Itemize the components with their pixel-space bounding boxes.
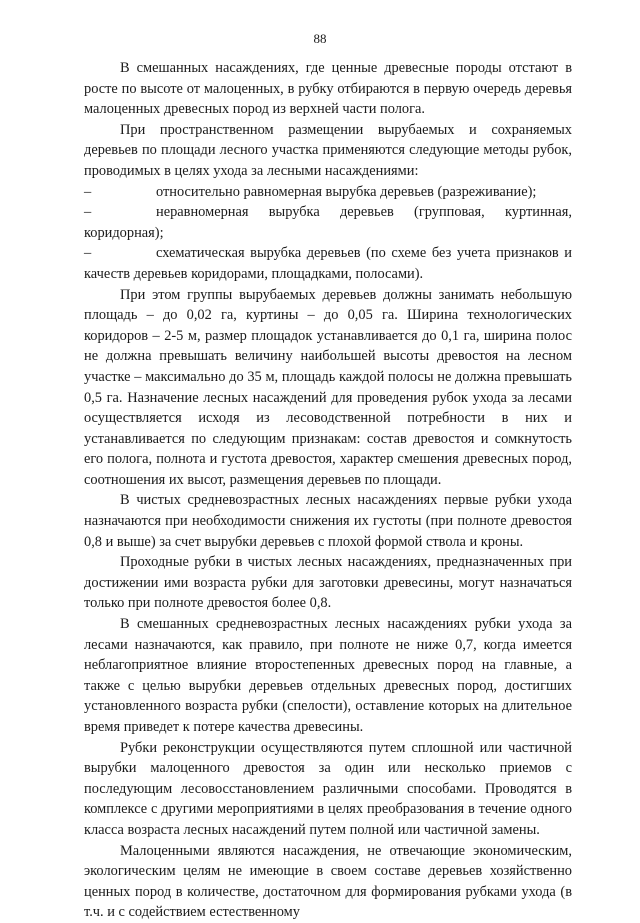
paragraph-2: При пространственном размещении вырубаемых и сохраняемых деревьев по площади лесного участка применяются следующие методы рубок, проводимых в целях ухода за лесными насаждениями:: [84, 121, 572, 179]
paragraph-3: При этом группы вырубаемых деревьев должны занимать небольшую площадь – до 0,02 га, куртины – до 0,05 га. Ширина технологических коридоров – 2-5 м, размер площадок устанавливается до 0,1 га, ширина полос не должна превышать величину наибольшей высоты древостоя на лесном участке – максимально до 35 м, площадь каждой полосы не должна превышать 0,5 га. Назначение лесных насаждений для проведения рубок ухода за лесами осуществляется исходя из лесоводственной потребности в них и устанавливается по следующим признакам: состав древостоя и сомкнутость его полога, полнота и густота древостоя, характер смешения древесных пород, соотношения их высот, размещения деревьев по площади.: [84, 286, 572, 488]
dash-bullet: –: [84, 204, 92, 221]
paragraph-6: В смешанных средневозрастных лесных насаждениях рубки ухода за лесами назначаются, как правило, при полноте не ниже 0,7, когда имеется неблагоприятное влияние второстепенных древесных пород на главные, а также с целью вырубки деревьев отдельных древесных пород, достигших установленного возраста рубки (спелости), оставление которых на длительное время приведет к потере качества древесины.: [84, 616, 572, 735]
paragraph-5: Проходные рубки в чистых лесных насаждениях, предназначенных при достижении ими возраста рубки для заготовки древесины, могут назначаться только при полноте древостоя более 0,8.: [84, 554, 572, 612]
document-body: [84, 58, 572, 923]
paragraph-7: Рубки реконструкции осуществляются путем сплошной или частичной вырубки малоценного древостоя за один или несколько приемов с последующим лесовосстановлением различными способами. Проводятся в комплексе с другими мероприятиями в целях преобразования в течение одного класса возраста лесных насаждений путем полной или частичной замены.: [84, 739, 572, 838]
page-number: 88: [313, 31, 327, 46]
dash-bullet: –: [84, 183, 92, 200]
list-item-text: относительно равномерная вырубка деревьев (разреживание);: [156, 183, 537, 200]
list-item-text: схематическая вырубка деревьев (по схеме без учета признаков и качеств деревьев коридорами, площадками, полосами).: [84, 245, 572, 282]
list-item-method-2: [84, 202, 572, 243]
list-item-method-1: [84, 182, 572, 203]
paragraph-8: Малоценными являются насаждения, не отвечающие экономическим, экологическим целям не имеющие в своем составе деревьев хозяйственно ценных пород в количестве, достаточном для формирования рубками ухода (в т.ч. и с содействием естественному: [84, 842, 572, 921]
paragraph-4: В чистых средневозрастных лесных насаждениях первые рубки ухода назначаются при необходимости снижения их густоты (при полноте древостоя 0,8 и выше) за счет вырубки деревьев с плохой формой ствола и кроны.: [84, 492, 572, 550]
dash-bullet: –: [84, 245, 92, 262]
list-item-text: неравномерная вырубка деревьев (групповая, куртинная, коридорная);: [84, 204, 572, 241]
list-item-method-3: [84, 243, 572, 284]
paragraph-1: В смешанных насаждениях, где ценные древесные породы отстают в росте по высоте от малоценных, в рубку отбираются в первую очередь деревья малоценных древесных пород из верхней части полога.: [84, 60, 572, 118]
